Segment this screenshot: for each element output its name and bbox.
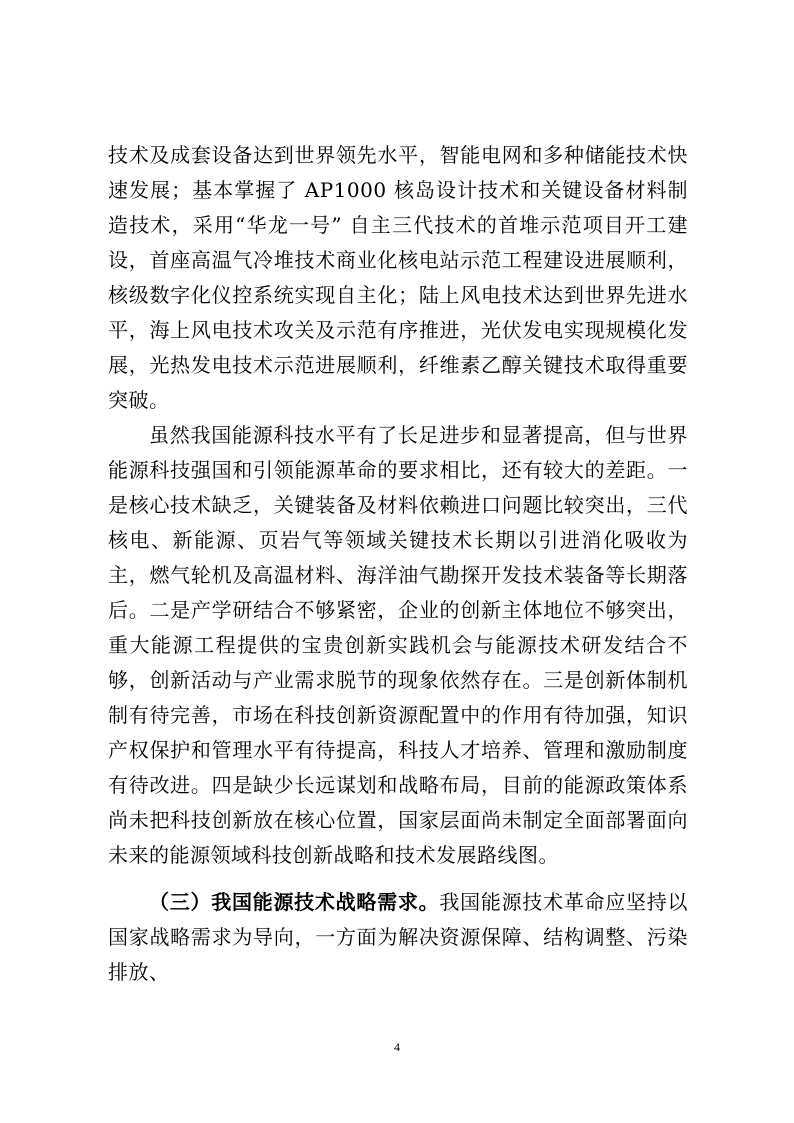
paragraph-strategic-needs	[108, 885, 688, 990]
section-heading: （三）我国能源技术战略需求。	[149, 890, 440, 914]
section-body: 我国能源技术革命应坚持以国家战略需求为导向，一方面为解决资源保障、结构调整、污染排放、	[108, 890, 689, 984]
body-text	[108, 138, 688, 990]
paragraph-continued: 技术及成套设备达到世界领先水平，智能电网和多种储能技术快速发展；基本掌握了 AP1000 核岛设计技术和关键设备材料制造技术，采用“华龙一号” 自主三代技术的首堆示范项目开工建设，首座高温气冷堆技术商业化核电站示范工程建设进展顺利，核级数字化仪控系统实现自主化；陆上风电技术达到世界先进水平，海上风电技术攻关及示范有序推进，光伏发电实现规模化发展，光热发电技术示范进展顺利，纤维素乙醇关键技术取得重要突破。	[108, 143, 688, 412]
page-number: 4	[394, 1040, 400, 1054]
paragraph-gap-analysis: 虽然我国能源科技水平有了长足进步和显著提高，但与世界能源科技强国和引领能源革命的要求相比，还有较大的差距。一是核心技术缺乏，关键装备及材料依赖进口问题比较突出，三代核电、新能源、页岩气等领域关键技术长期以引进消化吸收为主，燃气轮机及高温材料、海洋油气勘探开发技术装备等长期落后。二是产学研结合不够紧密，企业的创新主体地位不够突出，重大能源工程提供的宝贵创新实践机会与能源技术研发结合不够，创新活动与产业需求脱节的现象依然存在。三是创新体制机制有待完善，市场在科技创新资源配置中的作用有待加强，知识产权保护和管理水平有待提高，科技人才培养、管理和激励制度有待改进。四是缺少长远谋划和战略布局，目前的能源政策体系尚未把科技创新放在核心位置，国家层面尚未制定全面部署面向未来的能源领域科技创新战略和技术发展路线图。	[108, 423, 688, 867]
paragraph-spacer	[108, 873, 688, 885]
